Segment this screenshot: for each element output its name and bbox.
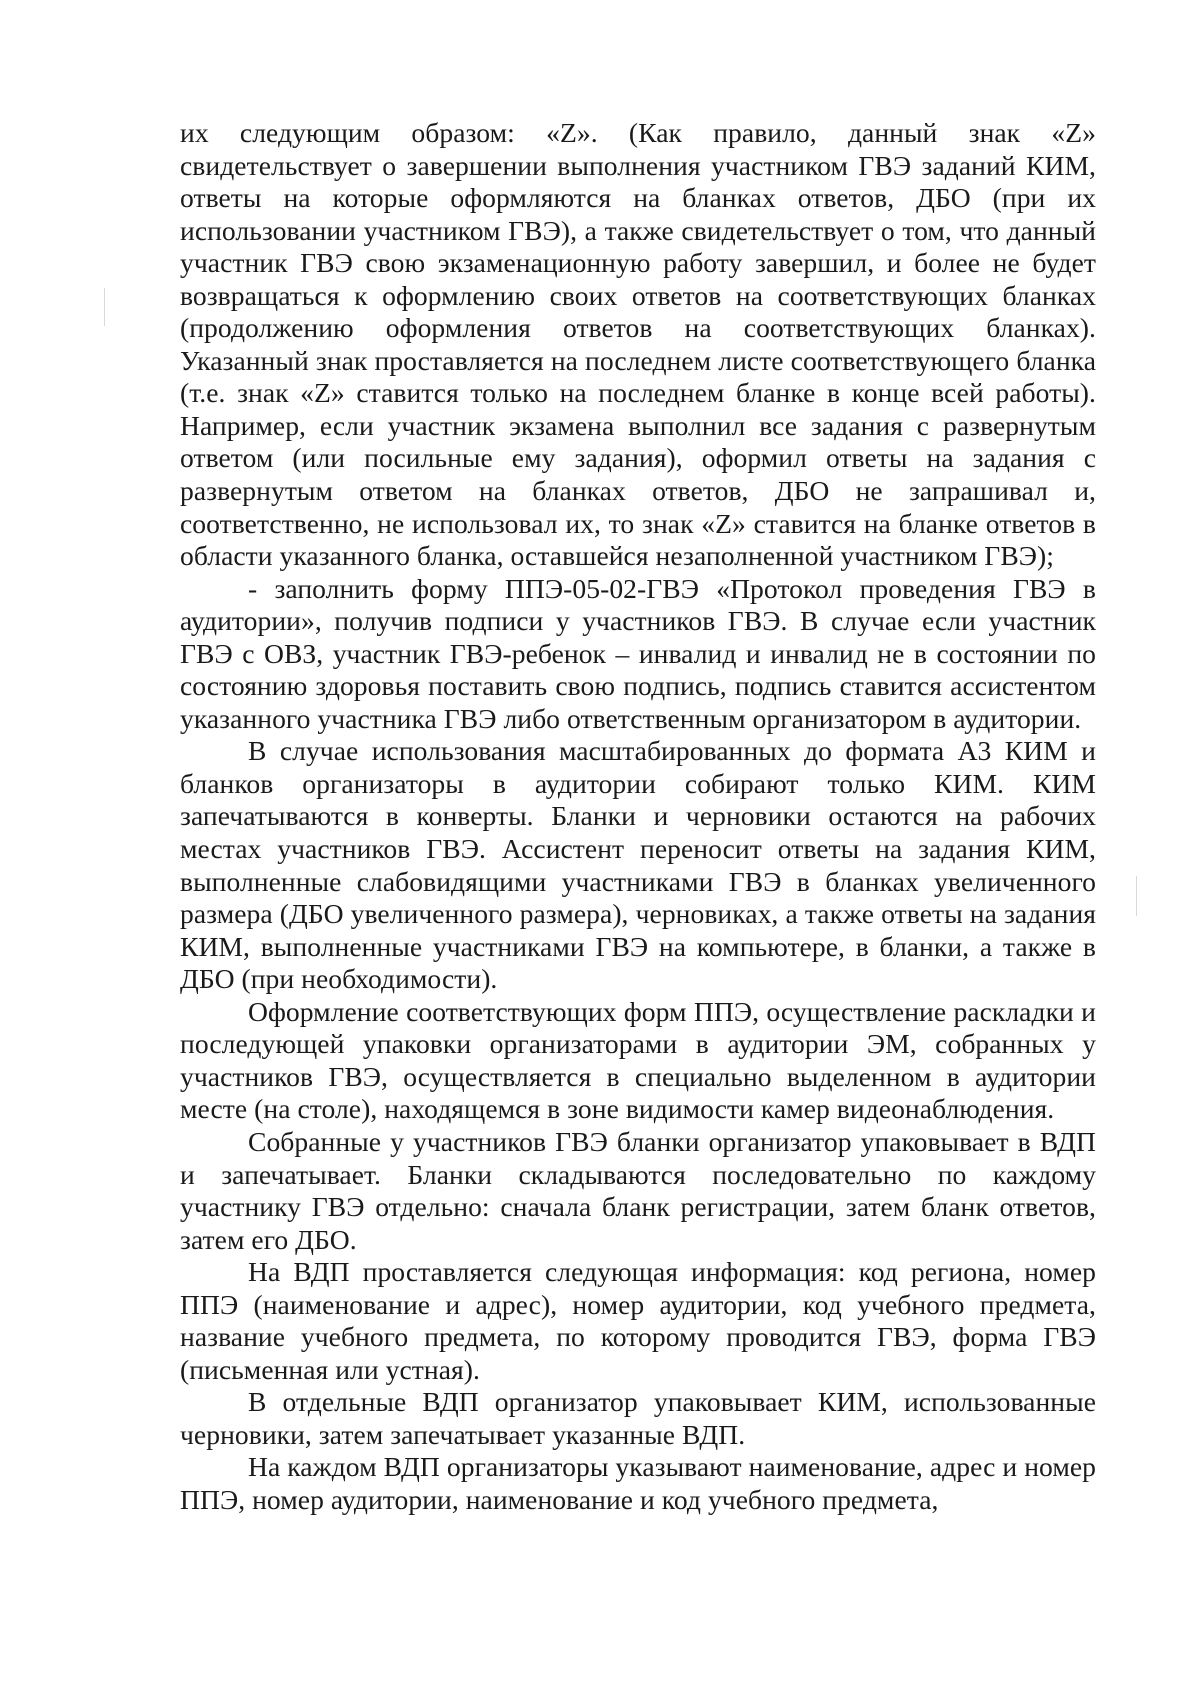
paragraph: Оформление соответствующих форм ППЭ, осуществление раскладки и последующей упаковки организаторами в аудитории ЭМ, собранных у участников ГВЭ, осуществляется в специально выделенном в аудитории месте (на столе), находящемся в зоне видимости камер видеонаблюдения. <box>180 995 1096 1125</box>
paragraph: В случае использования масштабированных до формата А3 КИМ и бланков организаторы в аудитории собирают только КИМ. КИМ запечатываются в конверты. Бланки и черновики остаются на рабочих местах участников ГВЭ. Ассистент переносит ответы на задания КИМ, выполненные слабовидящими участниками ГВЭ в бланках увеличенного размера (ДБО увеличенного размера), черновиках, а также ответы на задания КИМ, выполненные участниками ГВЭ на компьютере, в бланки, а также в ДБО (при необходимости). <box>180 735 1096 995</box>
paragraph: В отдельные ВДП организатор упаковывает КИМ, использованные черновики, затем запечатывает указанные ВДП. <box>180 1386 1096 1450</box>
paragraph: Собранные у участников ГВЭ бланки организатор упаковывает в ВДП и запечатывает. Бланки складываются последовательно по каждому участнику ГВЭ отдельно: сначала бланк регистрации, затем бланк ответов, затем его ДБО. <box>180 1125 1096 1255</box>
paragraph: На каждом ВДП организаторы указывают наименование, адрес и номер ППЭ, номер аудитории, наименование и код учебного предмета, <box>180 1451 1096 1515</box>
document-body <box>180 117 1096 1517</box>
scan-margin-mark <box>104 288 105 326</box>
paragraph: их следующим образом: «Z». (Как правило, данный знак «Z» свидетельствует о завершении выполнения участником ГВЭ заданий КИМ, ответы на которые оформляются на бланках ответов, ДБО (при их использовании участником ГВЭ), а также свидетельствует о том, что данный участник ГВЭ свою экзаменационную работу завершил, и более не будет возвращаться к оформлению своих ответов на соответствующих бланках (продолжению оформления ответов на соответствующих бланках). Указанный знак проставляется на последнем листе соответствующего бланка (т.е. знак «Z» ставится только на последнем бланке в конце всей работы). Например, если участник экзамена выполнил все задания с развернутым ответом (или посильные ему задания), оформил ответы на задания с развернутым ответом на бланках ответов, ДБО не запрашивал и, соответственно, не использовал их, то знак «Z» ставится на бланке ответов в области указанного бланка, оставшейся незаполненной участником ГВЭ); <box>180 117 1096 572</box>
scan-margin-mark <box>1136 876 1137 916</box>
paragraph: - заполнить форму ППЭ-05-02-ГВЭ «Протокол проведения ГВЭ в аудитории», получив подписи у участников ГВЭ. В случае если участник ГВЭ с ОВЗ, участник ГВЭ-ребенок – инвалид и инвалид не в состоянии по состоянию здоровья поставить свою подпись, подпись ставится ассистентом указанного участника ГВЭ либо ответственным организатором в аудитории. <box>180 572 1096 734</box>
paragraph: На ВДП проставляется следующая информация: код региона, номер ППЭ (наименование и адрес), номер аудитории, код учебного предмета, название учебного предмета, по которому проводится ГВЭ, форма ГВЭ (письменная или устная). <box>180 1256 1096 1385</box>
